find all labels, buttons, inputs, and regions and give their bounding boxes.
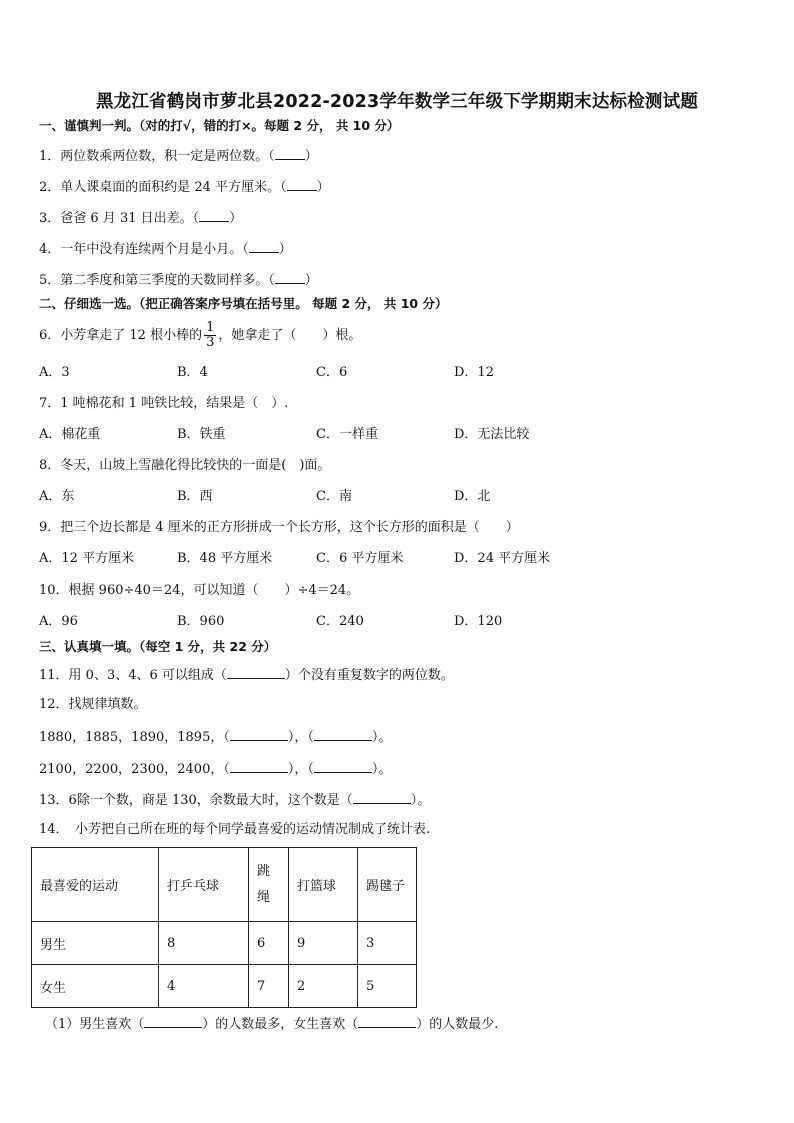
question-7: 7．1 吨棉花和 1 吨铁比较，结果是（ ）. <box>39 396 289 411</box>
paren-close: ） <box>229 211 243 226</box>
question-text-mid: ）的人数最多，女生喜欢（ <box>202 1017 359 1032</box>
question-9: 9．把三个边长都是 4 厘米的正方形拼成一个长方形，这个长方形的面积是（ ） <box>39 520 519 535</box>
option-b[interactable]: B．4 <box>177 365 208 380</box>
sequence-end: ）。 <box>371 730 392 745</box>
answer-blank[interactable] <box>314 727 372 741</box>
answer-blank[interactable] <box>227 665 285 679</box>
question-14: 14． 小芳把自己所在班的每个同学最喜爱的运动情况制成了统计表. <box>39 822 431 837</box>
header-char: 跳 <box>257 863 271 879</box>
option-d[interactable]: D．120 <box>454 614 503 629</box>
header-char: 绳 <box>257 889 271 905</box>
question-text: 6．小芳拿走了 12 根小棒的 <box>39 328 203 343</box>
section-heading-choice: 二、仔细选一选。（把正确答案序号填在括号里。 每题 2 分， 共 10 分） <box>39 296 448 311</box>
table-row <box>32 922 417 965</box>
option-c[interactable]: C．6 平方厘米 <box>316 551 404 566</box>
answer-blank[interactable] <box>358 1014 416 1028</box>
table-cell: 8 <box>159 922 249 965</box>
table-cell: 男生 <box>32 922 159 965</box>
option-a[interactable]: A．12 平方厘米 <box>39 551 135 566</box>
question-text-end: ）的人数最少. <box>416 1017 499 1032</box>
answer-blank[interactable] <box>275 146 305 160</box>
question-text-end: ）。 <box>410 793 431 808</box>
table-cell: 7 <box>249 965 289 1008</box>
separator: ），（ <box>287 762 314 777</box>
table-cell: 9 <box>289 922 358 965</box>
paren-close: ） <box>304 273 318 288</box>
question-text-end: ）个没有重复数字的两位数。 <box>284 668 454 683</box>
answer-blank[interactable] <box>249 239 279 253</box>
question-2 <box>39 177 330 197</box>
table-cell: 5 <box>358 965 417 1008</box>
table-cell: 4 <box>159 965 249 1008</box>
answer-blank[interactable] <box>275 270 305 284</box>
question-4 <box>39 239 292 259</box>
option-c[interactable]: C．南 <box>316 489 352 504</box>
option-d[interactable]: D．无法比较 <box>454 427 530 442</box>
option-a[interactable]: A．3 <box>39 365 70 380</box>
table-cell: 3 <box>358 922 417 965</box>
question-14-part-1 <box>45 1014 498 1034</box>
question-5 <box>39 270 318 290</box>
question-11 <box>39 665 454 685</box>
sequence-end: ）。 <box>371 762 392 777</box>
paren-close: ） <box>278 242 292 257</box>
option-b[interactable]: B．48 平方厘米 <box>177 551 273 566</box>
table-row <box>32 965 417 1008</box>
fraction-denominator: 3 <box>206 335 215 350</box>
question-text: （1）男生喜欢（ <box>45 1017 145 1032</box>
question-text: 13．6除一个数，商是 130，余数最大时，这个数是（ <box>39 793 353 808</box>
question-text: 3．爸爸 6 月 31 日出差。（ <box>39 211 200 226</box>
option-d[interactable]: D．24 平方厘米 <box>454 551 551 566</box>
table-header-cell: 打乒乓球 <box>159 848 249 922</box>
question-text: 5．第二季度和第三季度的天数同样多。（ <box>39 273 275 288</box>
option-c[interactable]: C．240 <box>316 614 364 629</box>
paren-close: ） <box>316 180 330 195</box>
question-6 <box>39 320 361 352</box>
table-header-row <box>32 848 417 922</box>
question-1 <box>39 146 318 166</box>
option-d[interactable]: D．12 <box>454 365 494 380</box>
option-a[interactable]: A．96 <box>39 614 78 629</box>
table-header-cell: 最喜爱的运动 <box>32 848 159 922</box>
sequence-text: 1880，1885，1890，1895，（ <box>39 730 230 745</box>
answer-blank[interactable] <box>230 727 288 741</box>
question-13 <box>39 790 430 810</box>
answer-blank[interactable] <box>199 208 229 222</box>
separator: ），（ <box>287 730 314 745</box>
answer-blank[interactable] <box>144 1014 202 1028</box>
page-title: 黑龙江省鹤岗市萝北县2022-2023学年数学三年级下学期期末达标检测试题 <box>95 92 699 112</box>
sequence-text: 2100，2200，2300，2400，（ <box>39 762 230 777</box>
question-10: 10．根据 960÷40＝24，可以知道（ ）÷4＝24。 <box>39 583 360 598</box>
question-text-end: ，她拿走了（ ）根。 <box>218 328 362 343</box>
section-heading-fill: 三、认真填一填。（每空 1 分，共 22 分） <box>39 639 277 654</box>
question-12: 12．找规律填数。 <box>39 697 147 712</box>
option-a[interactable]: A．东 <box>39 489 75 504</box>
option-c[interactable]: C．6 <box>316 365 348 380</box>
paren-close: ） <box>304 149 318 164</box>
option-b[interactable]: B．西 <box>177 489 213 504</box>
statistics-table <box>31 847 417 1008</box>
answer-blank[interactable] <box>230 759 288 773</box>
option-d[interactable]: D．北 <box>454 489 491 504</box>
question-text: 4．一年中没有连续两个月是小月。（ <box>39 242 249 257</box>
question-8: 8．冬天，山坡上雪融化得比较快的一面是( )面。 <box>39 458 331 473</box>
question-text: 2．单人课桌面的面积约是 24 平方厘米。（ <box>39 180 287 195</box>
table-cell: 6 <box>249 922 289 965</box>
section-heading-judge: 一、谨慎判一判。（对的打√，错的打×。每题 2 分， 共 10 分） <box>39 118 400 133</box>
table-header-cell <box>249 848 289 922</box>
question-text: 11．用 0、3、4、6 可以组成（ <box>39 668 227 683</box>
answer-blank[interactable] <box>287 177 317 191</box>
question-3 <box>39 208 242 228</box>
fraction <box>204 321 216 350</box>
table-header-cell: 打篮球 <box>289 848 358 922</box>
answer-blank[interactable] <box>353 790 411 804</box>
table-cell: 2 <box>289 965 358 1008</box>
option-a[interactable]: A．棉花重 <box>39 427 101 442</box>
table-cell: 女生 <box>32 965 159 1008</box>
sequence-2 <box>39 759 391 779</box>
fraction-numerator: 1 <box>206 320 215 335</box>
question-text: 1．两位数乘两位数，积一定是两位数。（ <box>39 149 275 164</box>
option-b[interactable]: B．铁重 <box>177 427 226 442</box>
answer-blank[interactable] <box>314 759 372 773</box>
option-c[interactable]: C．一样重 <box>316 427 378 442</box>
sequence-1 <box>39 727 391 747</box>
option-b[interactable]: B．960 <box>177 614 225 629</box>
table-header-cell: 踢毽子 <box>358 848 417 922</box>
